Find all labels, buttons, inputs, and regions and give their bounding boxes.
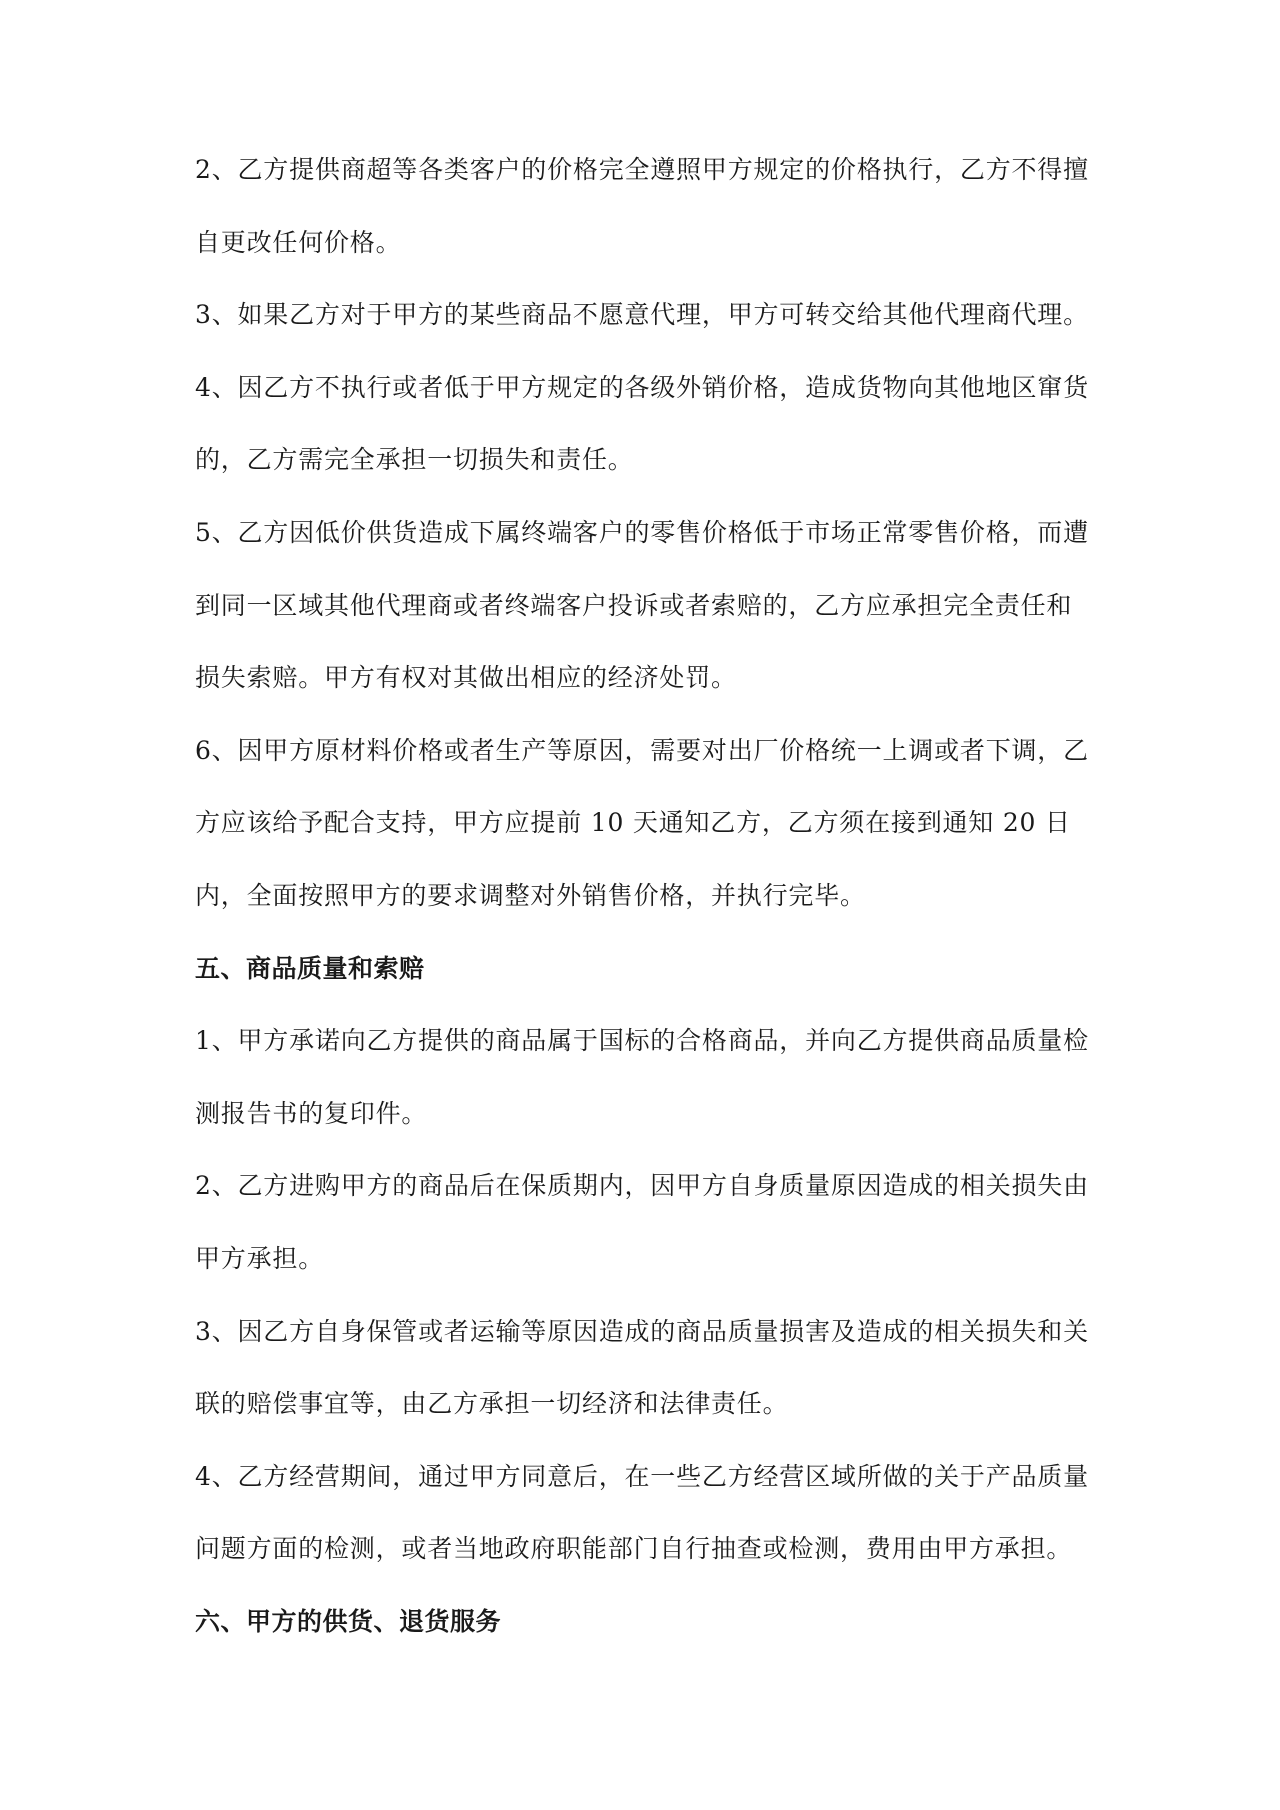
clause-line: 6、因甲方原材料价格或者生产等原因，需要对出厂价格统一上调或者下调，乙 <box>195 735 1089 765</box>
clause-line: 到同一区域其他代理商或者终端客户投诉或者索赔的，乙方应承担完全责任和 <box>195 590 1073 620</box>
clause-line: 方应该给予配合支持，甲方应提前 10 天通知乙方，乙方须在接到通知 20 日 <box>195 808 1071 838</box>
clause-line: 3、如果乙方对于甲方的某些商品不愿意代理，甲方可转交给其他代理商代理。 <box>195 300 1089 330</box>
clause-line: 1、甲方承诺向乙方提供的商品属于国标的合格商品，并向乙方提供商品质量检 <box>195 1026 1089 1056</box>
clause-line: 损失索赔。甲方有权对其做出相应的经济处罚。 <box>195 663 737 693</box>
clause-line: 2、乙方进购甲方的商品后在保质期内，因甲方自身质量原因造成的相关损失由 <box>195 1171 1089 1201</box>
clause-line: 甲方承担。 <box>195 1243 325 1273</box>
document-body <box>195 152 1095 1676</box>
clause-line: 测报告书的复印件。 <box>195 1098 428 1128</box>
clause-line: 自更改任何价格。 <box>195 227 402 257</box>
clause-line: 4、因乙方不执行或者低于甲方规定的各级外销价格，造成货物向其他地区窜货 <box>195 372 1089 402</box>
clause-line: 联的赔偿事宜等，由乙方承担一切经济和法律责任。 <box>195 1389 789 1419</box>
clause-line: 内，全面按照甲方的要求调整对外销售价格，并执行完毕。 <box>195 880 866 910</box>
section-heading-supply: 六、甲方的供货、退货服务 <box>195 1606 502 1636</box>
clause-line: 5、乙方因低价供货造成下属终端客户的零售价格低于市场正常零售价格，而遭 <box>195 517 1089 547</box>
section-heading-quality: 五、商品质量和索赔 <box>195 953 425 983</box>
clause-line: 的，乙方需完全承担一切损失和责任。 <box>195 445 634 475</box>
clause-line: 4、乙方经营期间，通过甲方同意后，在一些乙方经营区域所做的关于产品质量 <box>195 1461 1089 1491</box>
clause-line: 3、因乙方自身保管或者运输等原因造成的商品质量损害及造成的相关损失和关 <box>195 1316 1089 1346</box>
clause-line: 2、乙方提供商超等各类客户的价格完全遵照甲方规定的价格执行，乙方不得擅 <box>195 155 1089 184</box>
clause-line: 问题方面的检测，或者当地政府职能部门自行抽查或检测，费用由甲方承担。 <box>195 1534 1073 1564</box>
